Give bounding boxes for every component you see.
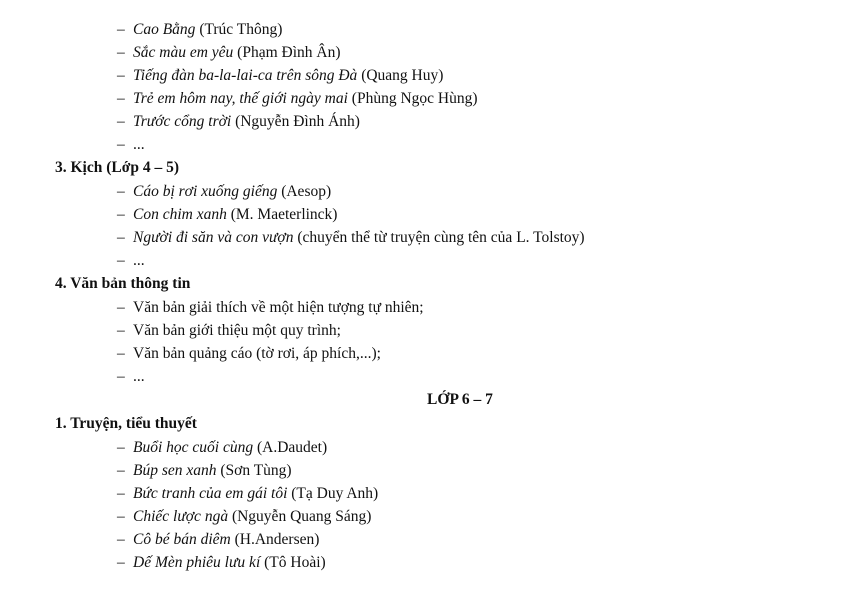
ellipsis: ...: [133, 252, 145, 269]
list-item: [117, 438, 327, 458]
dash: –: [117, 183, 125, 200]
list-item: [117, 135, 145, 155]
list-item: [117, 344, 381, 364]
list-item: [117, 367, 145, 387]
work-author: (A.Daudet): [253, 439, 328, 456]
item-text: Văn bản giới thiệu một quy trình;: [133, 322, 341, 339]
work-title: Bức tranh của em gái tôi: [133, 485, 288, 502]
section-heading: 3. Kịch (Lớp 4 – 5): [55, 159, 179, 176]
work-author: (Phùng Ngọc Hùng): [347, 90, 478, 107]
list-item: [117, 182, 331, 202]
list-item: [117, 20, 282, 40]
dash: –: [117, 462, 125, 479]
dash: –: [117, 67, 125, 84]
dash: –: [117, 508, 125, 525]
list-item: [117, 530, 319, 550]
dash: –: [117, 90, 125, 107]
dash: –: [117, 299, 125, 316]
dash: –: [117, 554, 125, 571]
work-title: Trẻ em hôm nay, thế giới ngày mai: [133, 90, 348, 107]
work-title: Búp sen xanh: [133, 462, 217, 479]
work-author: (Nguyễn Đình Ánh): [231, 113, 360, 130]
dash: –: [117, 368, 125, 385]
dash: –: [117, 322, 125, 339]
item-text: Văn bản quảng cáo (tờ rơi, áp phích,...);: [133, 345, 381, 362]
work-author: (chuyển thể từ truyện cùng tên của L. Tolstoy): [293, 229, 585, 246]
list-item: [117, 507, 371, 527]
work-author: (Phạm Đình Ân): [233, 44, 341, 61]
list-item: [117, 43, 340, 63]
work-author: (Tô Hoài): [260, 554, 326, 571]
work-title: Trước cổng trời: [133, 113, 232, 130]
work-title: Buổi học cuối cùng: [133, 439, 254, 456]
list-item: [117, 89, 478, 109]
dash: –: [117, 21, 125, 38]
dash: –: [117, 113, 125, 130]
work-author: (Aesop): [277, 183, 332, 200]
dash: –: [117, 252, 125, 269]
work-title: Người đi săn và con vượn: [133, 229, 294, 246]
work-title: Cô bé bán diêm: [133, 531, 231, 548]
dash: –: [117, 439, 125, 456]
dash: –: [117, 345, 125, 362]
dash: –: [117, 44, 125, 61]
work-author: (Nguyễn Quang Sáng): [228, 508, 372, 525]
section-heading: 1. Truyện, tiểu thuyết: [55, 415, 197, 432]
dash: –: [117, 485, 125, 502]
ellipsis: ...: [133, 368, 145, 385]
work-author: (M. Maeterlinck): [226, 206, 338, 223]
list-item: [117, 298, 424, 318]
dash: –: [117, 206, 125, 223]
work-author: (Trúc Thông): [195, 21, 283, 38]
list-item: [117, 205, 337, 225]
ellipsis: ...: [133, 136, 145, 153]
work-title: Chiếc lược ngà: [133, 508, 229, 525]
list-item: [117, 484, 378, 504]
list-item: [117, 66, 443, 86]
work-author: (H.Andersen): [230, 531, 320, 548]
work-author: (Quang Huy): [357, 67, 444, 84]
list-item: [117, 321, 341, 341]
dash: –: [117, 531, 125, 548]
work-title: Dế Mèn phiêu lưu kí: [133, 554, 261, 571]
grade-heading: LỚP 6 – 7: [427, 391, 493, 408]
work-author: (Tạ Duy Anh): [287, 485, 379, 502]
dash: –: [117, 229, 125, 246]
work-title: Sắc màu em yêu: [133, 44, 234, 61]
list-item: [117, 553, 326, 573]
work-author: (Sơn Tùng): [216, 462, 292, 479]
work-title: Con chim xanh: [133, 206, 227, 223]
list-item: [117, 461, 292, 481]
section-heading: 4. Văn bản thông tin: [55, 275, 191, 292]
item-text: Văn bản giải thích về một hiện tượng tự nhiên;: [133, 299, 424, 316]
work-title: Tiếng đàn ba-la-lai-ca trên sông Đà: [133, 67, 358, 84]
work-title: Cao Bằng: [133, 21, 196, 38]
work-title: Cáo bị rơi xuống giếng: [133, 183, 278, 200]
dash: –: [117, 136, 125, 153]
list-item: [117, 112, 360, 132]
list-item: [117, 228, 585, 248]
list-item: [117, 251, 145, 271]
